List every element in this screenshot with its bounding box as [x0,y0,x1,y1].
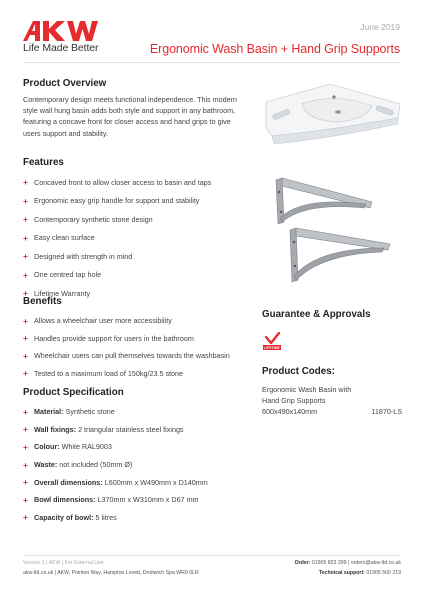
product-name-line2: Hand Grip Supports [262,396,326,405]
basin-product-image [262,78,402,166]
overview-section [23,78,248,139]
lifetime-guarantee-badge [263,332,281,352]
list-item: + Contemporary synthetic stone design [23,214,153,225]
list-item: + Lifetime Warranty [23,288,91,299]
footer-order [295,560,401,566]
spec-heading: Product Specification [23,387,124,398]
plus-icon: + [23,424,28,435]
support-label: Technical support: [318,570,365,576]
features-list [23,173,253,303]
spec-item: + Wall fixings: 2 triangular stainless steel fixings [23,424,184,435]
plus-icon: + [23,251,28,262]
plus-icon: + [23,494,28,505]
overview-heading: Product Overview [23,78,107,89]
badge-label: LIFETIME [264,346,280,350]
plus-icon: + [23,368,28,379]
plus-icon: + [23,315,28,326]
benefits-list [23,312,253,382]
benefits-section [23,296,253,382]
page-title: Ergonomic Wash Basin + Hand Grip Supports [149,42,400,56]
plus-icon: + [23,333,28,344]
product-name-line1: Ergonomic Wash Basin with [262,385,352,394]
product-size: 600x490x140mm [262,407,318,416]
list-item: + Wheelchair users can pull themselves towards the washbasin [23,350,230,361]
brackets-product-image [262,172,402,288]
footer-divider [23,555,401,556]
plus-icon: + [23,195,28,206]
product-code-row [262,406,402,417]
spec-item: + Waste: not included (50mm Ø) [23,459,133,470]
list-item: + Handles provide support for users in the bathroom [23,333,194,344]
spec-item: + Bowl dimensions: L370mm x W310mm x D67 mm [23,494,199,505]
spec-list [23,403,253,526]
spec-item: + Capacity of bowl: 5 litres [23,512,117,523]
spec-section [23,387,253,526]
list-item: + Allows a wheelchair user more accessibility [23,315,172,326]
spec-item: + Material: Synthetic stone [23,406,115,417]
plus-icon: + [23,459,28,470]
plus-icon: + [23,232,28,243]
brand-logo [23,21,123,54]
list-item: + Concaved front to allow closer access to basin and taps [23,177,212,188]
product-codes-heading: Product Codes: [262,366,335,377]
features-heading: Features [23,157,64,168]
spec-item: + Colour: White RAL9003 [23,441,112,452]
footer-address: akw-ltd.co.uk | AKW, Pointon Way, Hampton Lovett, Droitwich Spa WR9 0LR [23,570,199,576]
lifetime-badge-icon [263,332,281,352]
guarantee-heading: Guarantee & Approvals [262,309,371,320]
list-item: + Ergonomic easy grip handle for support and stability [23,195,200,206]
plus-icon: + [23,512,28,523]
plus-icon: + [23,214,28,225]
list-item: + Easy clean surface [23,232,95,243]
footer-version: Version 1 | AKW | For External Use [23,560,104,566]
plus-icon: + [23,177,28,188]
overview-text: Contemporary design meets functional independence. This modern style wall hung basin adds both style and support in any bathroom, featuring a concave front for closer access and hand grips to give users support and stability. [23,95,238,138]
plus-icon: + [23,350,28,361]
order-label: Order: [294,560,311,566]
plus-icon: + [23,477,28,488]
footer-support [319,570,401,576]
list-item: + Designed with strength in mind [23,251,133,262]
spec-item: + Overall dimensions: L600mm x W490mm x D140mm [23,477,208,488]
header-divider [23,62,401,63]
order-contact: 01905 823 299 | orders@akw-ltd.co.uk [311,560,401,566]
product-codes [262,384,402,417]
plus-icon: + [23,269,28,280]
plus-icon: + [23,288,28,299]
document-date: June 2019 [360,22,400,32]
features-section [23,157,253,303]
plus-icon: + [23,406,28,417]
benefits-heading: Benefits [23,296,62,307]
brand-tagline: Life Made Better [23,42,99,54]
plus-icon: + [23,441,28,452]
akw-logo-mark [23,21,119,41]
list-item: + Tested to a maximum load of 150kg/23.5 stone [23,368,184,379]
support-phone: 01905 560 219 [366,570,401,576]
list-item: + One centred tap hole [23,269,102,280]
product-code: 11870-LS [371,407,402,416]
